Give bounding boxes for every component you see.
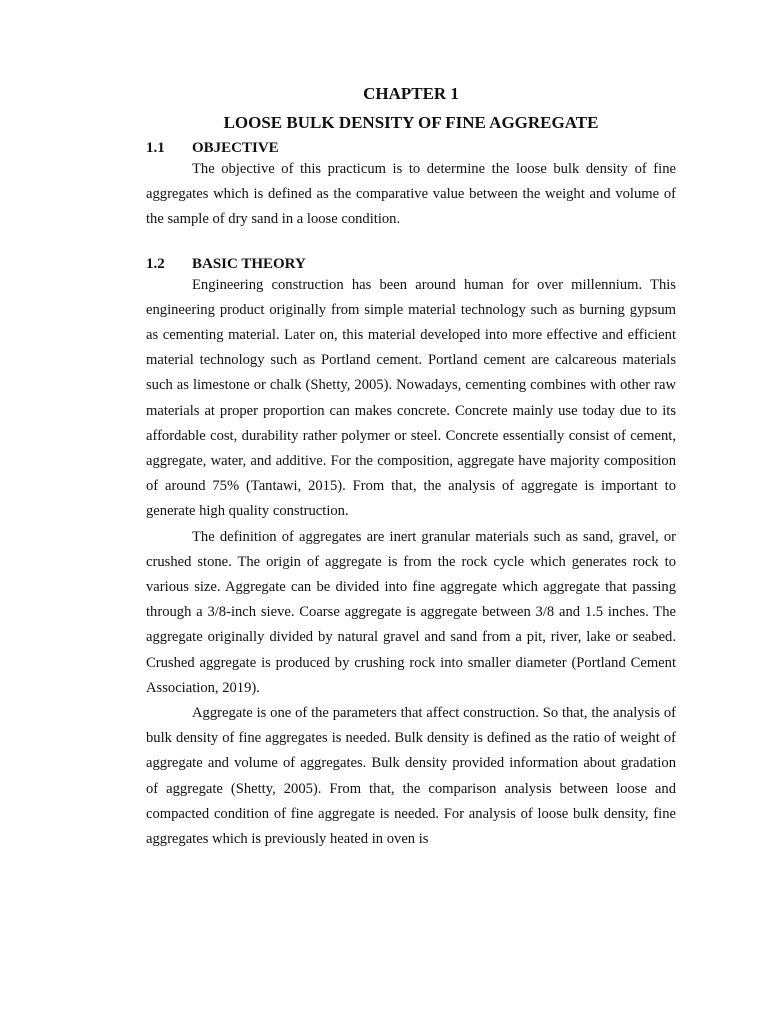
section-basic-theory	[146, 256, 676, 853]
paragraph: Engineering construction has been around human for over millennium. This engineering product originally from simple material technology such as burning gypsum as cementing material. Later on, this material developed into more effective and efficient material technology such as Portland cement. Portland cement are calcareous materials such as limestone or chalk (Shetty, 2005). Nowadays, cementing combines with other raw materials at proper proportion can makes concrete. Concrete mainly use today due to its affordable cost, durability rather polymer or steel. Concrete essentially consist of cement, aggregate, water, and additive. For the composition, aggregate have majority composition of around 75% (Tantawi, 2015). From that, the analysis of aggregate is important to generate high quality construction.	[146, 276, 676, 520]
paragraph: The objective of this practicum is to determine the loose bulk density of fine aggregates which is defined as the comparative value between the weight and volume of the sample of dry sand in a loose condition.	[146, 161, 676, 228]
section-number: 1.2	[146, 255, 165, 272]
section-title: OBJECTIVE	[192, 140, 279, 156]
section-objective	[146, 140, 676, 233]
chapter-title: LOOSE BULK DENSITY OF FINE AGGREGATE	[223, 113, 599, 132]
section-heading	[146, 256, 676, 273]
paragraph: The definition of aggregates are inert granular materials such as sand, gravel, or crushed stone. The origin of aggregate is from the rock cycle which generates rock to various size. Aggregate can be divided into fine aggregate which aggregate that passing through a 3/8-inch sieve. Coarse aggregate is aggregate between 3/8 and 1.5 inches. The aggregate originally divided by natural gravel and sand from a pit, river, lake or seabed. Crushed aggregate is produced by crushing rock into smaller diameter (Portland Cement Association, 2019).	[146, 528, 676, 696]
chapter-number: CHAPTER 1	[363, 84, 459, 103]
paragraph: Aggregate is one of the parameters that affect construction. So that, the analysis of bulk density of fine aggregates is needed. Bulk density is defined as the ratio of weight of aggregate and volume of aggregates. Bulk density provided information about gradation of aggregate (Shetty, 2005). From that, the comparison analysis between loose and compacted condition of fine aggregate is needed. For analysis of loose bulk density, fine aggregates which is previously heated in oven is	[146, 705, 676, 848]
section-number: 1.1	[146, 140, 165, 156]
section-heading	[146, 140, 676, 157]
section-title: BASIC THEORY	[192, 255, 306, 272]
